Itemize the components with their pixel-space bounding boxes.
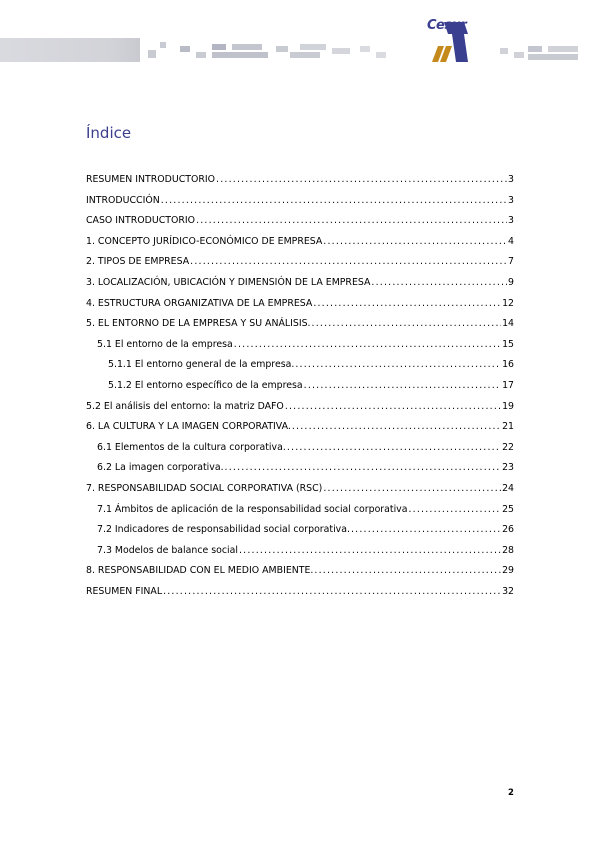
- toc-entry-page: 3: [508, 174, 514, 185]
- toc-entry-page: 4: [508, 235, 514, 247]
- toc-entry-page: 12: [502, 297, 514, 309]
- toc-entry-label: 1. CONCEPTO JURÍDICO-ECONÓMICO DE EMPRESA: [86, 235, 323, 247]
- toc-dot-leader: [196, 211, 507, 232]
- toc-entry-page: 3: [508, 215, 514, 227]
- toc-entry-page: 9: [508, 276, 514, 288]
- toc-entry[interactable]: [86, 520, 514, 541]
- toc-entry-label: 8. RESPONSABILIDAD CON EL MEDIO AMBIENTE.: [86, 565, 314, 577]
- toc-entry-page: 22: [502, 441, 514, 453]
- toc-entry-label: 5.1.1 El entorno general de la empresa.: [108, 359, 295, 371]
- toc-entry-label: 7.2 Indicadores de responsabilidad social corporativa.: [97, 524, 350, 536]
- toc-entry[interactable]: [86, 211, 514, 232]
- page-number: 2: [508, 788, 514, 798]
- toc-entry-label: 7.1 Ámbitos de aplicación de la responsabilidad social corporativa: [97, 503, 408, 515]
- toc-entry-page: 29: [502, 565, 514, 577]
- toc-entry[interactable]: [86, 355, 514, 376]
- toc-entry[interactable]: [86, 479, 514, 500]
- toc-entry-page: 32: [502, 585, 514, 597]
- toc-entry[interactable]: [86, 397, 514, 418]
- toc-entry-page: 21: [502, 421, 514, 433]
- toc-entry-label: INTRODUCCIÓN: [86, 194, 160, 206]
- toc-entry-label: RESUMEN FINAL: [86, 585, 163, 597]
- logo-text: Cesur: [427, 18, 467, 33]
- toc-entry[interactable]: [86, 252, 514, 273]
- toc-dot-leader: [312, 314, 502, 335]
- toc-dot-leader: [314, 561, 501, 582]
- toc-dot-leader: [239, 541, 501, 562]
- toc-entry-label: 2. TIPOS DE EMPRESA: [86, 256, 190, 268]
- toc-entry-label: 5. EL ENTORNO DE LA EMPRESA Y SU ANÁLISIS.: [86, 318, 311, 330]
- toc-dot-leader: [323, 479, 501, 500]
- toc-entry[interactable]: [86, 232, 514, 253]
- toc-dot-leader: [287, 438, 501, 459]
- toc-entry-page: 28: [502, 544, 514, 556]
- toc-dot-leader: [190, 252, 507, 273]
- toc-dot-leader: [313, 294, 501, 315]
- toc-entry[interactable]: [86, 541, 514, 562]
- toc-dot-leader: [163, 582, 501, 603]
- toc-dot-leader: [371, 273, 507, 294]
- toc-entry[interactable]: [86, 170, 514, 191]
- toc-entry[interactable]: [86, 314, 514, 335]
- toc-entry[interactable]: [86, 273, 514, 294]
- toc-entry[interactable]: [86, 417, 514, 438]
- page-title: Índice: [86, 124, 132, 142]
- toc-dot-leader: [216, 170, 507, 191]
- toc-entry[interactable]: [86, 458, 514, 479]
- table-of-contents: [86, 170, 514, 602]
- toc-entry[interactable]: [86, 561, 514, 582]
- toc-entry-label: 6.2 La imagen corporativa.: [97, 462, 224, 474]
- toc-dot-leader: [292, 417, 501, 438]
- toc-entry-label: CASO INTRODUCTORIO: [86, 215, 196, 227]
- toc-entry[interactable]: [86, 500, 514, 521]
- toc-entry-label: 6.1 Elementos de la cultura corporativa.: [97, 441, 286, 453]
- toc-entry-page: 16: [502, 359, 514, 371]
- toc-entry-page: 19: [502, 400, 514, 412]
- toc-entry-label: 7. RESPONSABILIDAD SOCIAL CORPORATIVA (RSC): [86, 482, 323, 494]
- header-squares-right: [500, 46, 590, 60]
- toc-entry-label: 5.1 El entorno de la empresa: [97, 338, 233, 350]
- toc-entry-page: 7: [508, 256, 514, 268]
- toc-entry[interactable]: [86, 376, 514, 397]
- toc-dot-leader: [225, 458, 502, 479]
- toc-dot-leader: [351, 520, 501, 541]
- toc-entry-label: 3. LOCALIZACIÓN, UBICACIÓN Y DIMENSIÓN DE LA EMPRESA: [86, 276, 371, 288]
- toc-dot-leader: [295, 355, 501, 376]
- toc-entry[interactable]: [86, 582, 514, 603]
- toc-entry-page: 26: [502, 524, 514, 536]
- toc-entry[interactable]: [86, 335, 514, 356]
- header-squares: [140, 42, 420, 62]
- toc-entry-label: RESUMEN INTRODUCTORIO: [86, 174, 216, 185]
- toc-entry-label: 5.1.2 El entorno específico de la empresa: [108, 379, 303, 391]
- toc-entry[interactable]: [86, 191, 514, 212]
- toc-dot-leader: [304, 376, 501, 397]
- toc-entry-page: 17: [502, 379, 514, 391]
- toc-entry-label: 5.2 El análisis del entorno: la matriz DAFO: [86, 400, 284, 412]
- toc-entry-page: 14: [502, 318, 514, 330]
- toc-entry[interactable]: [86, 294, 514, 315]
- toc-entry[interactable]: [86, 438, 514, 459]
- toc-entry-label: 6. LA CULTURA Y LA IMAGEN CORPORATIVA.: [86, 421, 291, 433]
- toc-entry-page: 23: [502, 462, 514, 474]
- toc-dot-leader: [408, 500, 501, 521]
- toc-entry-page: 15: [502, 338, 514, 350]
- toc-dot-leader: [323, 232, 507, 253]
- header-band: [0, 38, 140, 62]
- toc-dot-leader: [161, 191, 507, 212]
- toc-entry-page: 25: [502, 503, 514, 515]
- toc-entry-label: 7.3 Modelos de balance social: [97, 544, 238, 556]
- toc-dot-leader: [285, 397, 501, 418]
- toc-entry-page: 3: [508, 194, 514, 206]
- toc-entry-page: 24: [502, 482, 514, 494]
- toc-entry-label: 4. ESTRUCTURA ORGANIZATIVA DE LA EMPRESA: [86, 297, 313, 309]
- toc-dot-leader: [234, 335, 501, 356]
